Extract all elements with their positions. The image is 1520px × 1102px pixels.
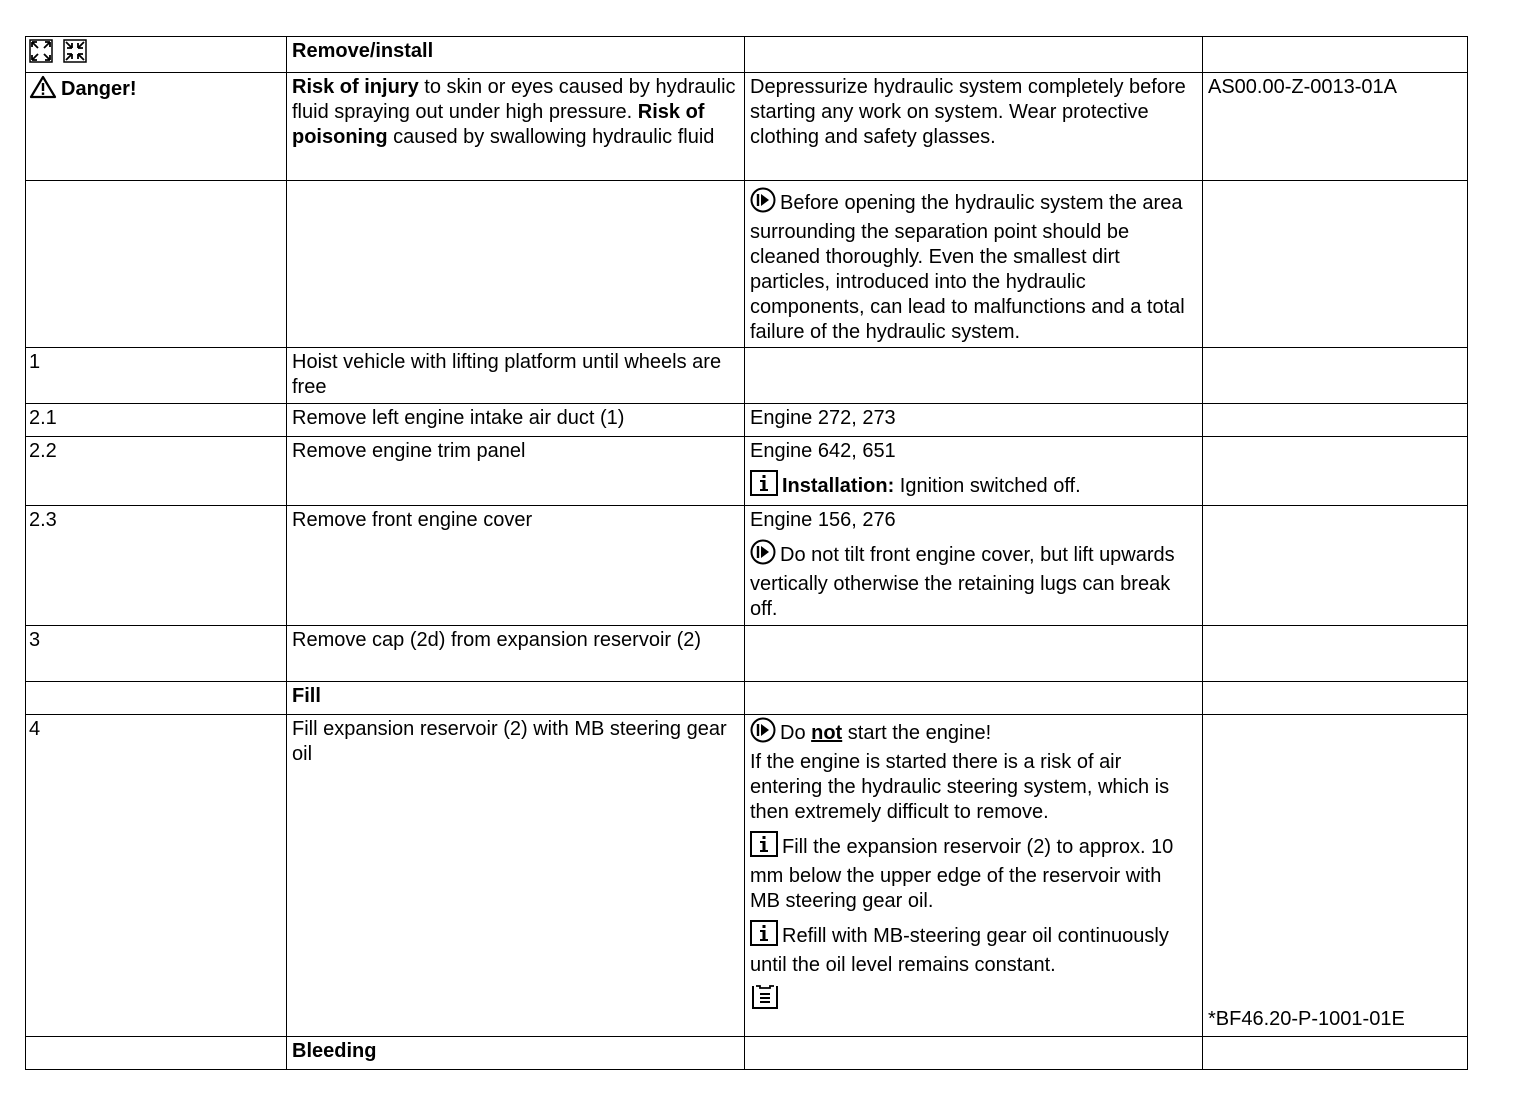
install-icon: [63, 39, 87, 70]
info-text: Refill with MB-steering gear oil continuously until the oil level remains constant.: [750, 925, 1169, 976]
info-icon: [750, 470, 778, 503]
caution-circle-icon: [750, 187, 776, 220]
step-number: 2.2: [26, 437, 287, 506]
info-label: Installation:: [782, 475, 895, 497]
danger-label: Danger!: [61, 78, 137, 100]
step-ref-cell: [1203, 715, 1468, 1037]
step-note: Engine 156, 276: [750, 509, 896, 531]
step-number: 1: [26, 348, 287, 404]
step-text: Remove cap (2d) from expansion reservoir (2): [287, 626, 745, 682]
bleed-heading-row: [26, 1037, 1468, 1070]
info-icon: [750, 920, 778, 953]
fill-heading-row: [26, 682, 1468, 715]
fill-heading: Fill: [287, 682, 745, 715]
remove-icon: [29, 39, 53, 70]
caution-circle-icon: [750, 717, 776, 750]
step-note: Engine 642, 651: [750, 440, 896, 462]
step-text: Fill expansion reservoir (2) with MB steering gear oil: [287, 715, 745, 1037]
header-icons-cell: [26, 37, 287, 73]
step-text: Remove front engine cover: [287, 506, 745, 626]
step-text: Remove engine trim panel: [287, 437, 745, 506]
info-text: Fill the expansion reservoir (2) to approx. 10 mm below the upper edge of the reservoir with MB steering gear oil.: [750, 836, 1174, 912]
step-text: Hoist vehicle with lifting platform until wheels are free: [287, 348, 745, 404]
header-row: [26, 37, 1468, 73]
risk-injury-text: to skin or eyes caused by hydraulic fluid spraying out under high pressure.: [292, 76, 736, 123]
procedure-table: [25, 36, 1468, 1070]
step-number: 4: [26, 715, 287, 1037]
risk-injury-label: Risk of injury: [292, 76, 419, 98]
fluid-container-icon: [750, 984, 780, 1017]
step-row: [26, 437, 1468, 506]
step-text: Remove left engine intake air duct (1): [287, 404, 745, 437]
caution-clean-text: Before opening the hydraulic system the area surrounding the separation point should be cleaned thoroughly. Even the smallest dirt particles, introduced into the hydraulic components, can lead to malfunctions and a total failure of the hydraulic system.: [750, 192, 1185, 343]
step-ref: *BF46.20-P-1001-01E: [1208, 1008, 1405, 1030]
caution-clean-cell: [745, 181, 1203, 348]
info-text: Ignition switched off.: [894, 475, 1081, 497]
step-number: 2.1: [26, 404, 287, 437]
warning-triangle-icon: [29, 75, 57, 106]
step-note-cell: [745, 437, 1203, 506]
danger-row: [26, 73, 1468, 181]
step-number: 3: [26, 626, 287, 682]
caution-circle-icon: [750, 539, 776, 572]
step-row: [26, 404, 1468, 437]
caution-post: start the engine!: [842, 722, 992, 744]
danger-risk-cell: [287, 73, 745, 181]
step-note: Engine 272, 273: [745, 404, 1203, 437]
caution-clean-row: [26, 181, 1468, 348]
caution-text: Do not tilt front engine cover, but lift upwards vertically otherwise the retaining lugs can break off.: [750, 544, 1175, 620]
danger-ref: AS00.00-Z-0013-01A: [1203, 73, 1468, 181]
step-note-cell: [745, 715, 1203, 1037]
step-number: 2.3: [26, 506, 287, 626]
section-title: Remove/install: [287, 37, 745, 73]
step-row: [26, 626, 1468, 682]
caution-detail: If the engine is started there is a risk of air entering the hydraulic steering system, which is then extremely difficult to remove.: [750, 751, 1170, 823]
step-row: [26, 506, 1468, 626]
bleed-heading: Bleeding: [287, 1037, 745, 1070]
caution-pre: Do: [780, 722, 812, 744]
risk-poisoning-label: Risk of poisoning: [292, 101, 705, 148]
risk-poisoning-text: caused by swallowing hydraulic fluid: [387, 126, 715, 148]
step-row: [26, 348, 1468, 404]
step-note-cell: [745, 506, 1203, 626]
danger-measure: Depressurize hydraulic system completely before starting any work on system. Wear protective clothing and safety glasses.: [745, 73, 1203, 181]
step-row: [26, 715, 1468, 1037]
info-icon: [750, 831, 778, 864]
caution-not: not: [811, 722, 843, 744]
danger-cell: [26, 73, 287, 181]
